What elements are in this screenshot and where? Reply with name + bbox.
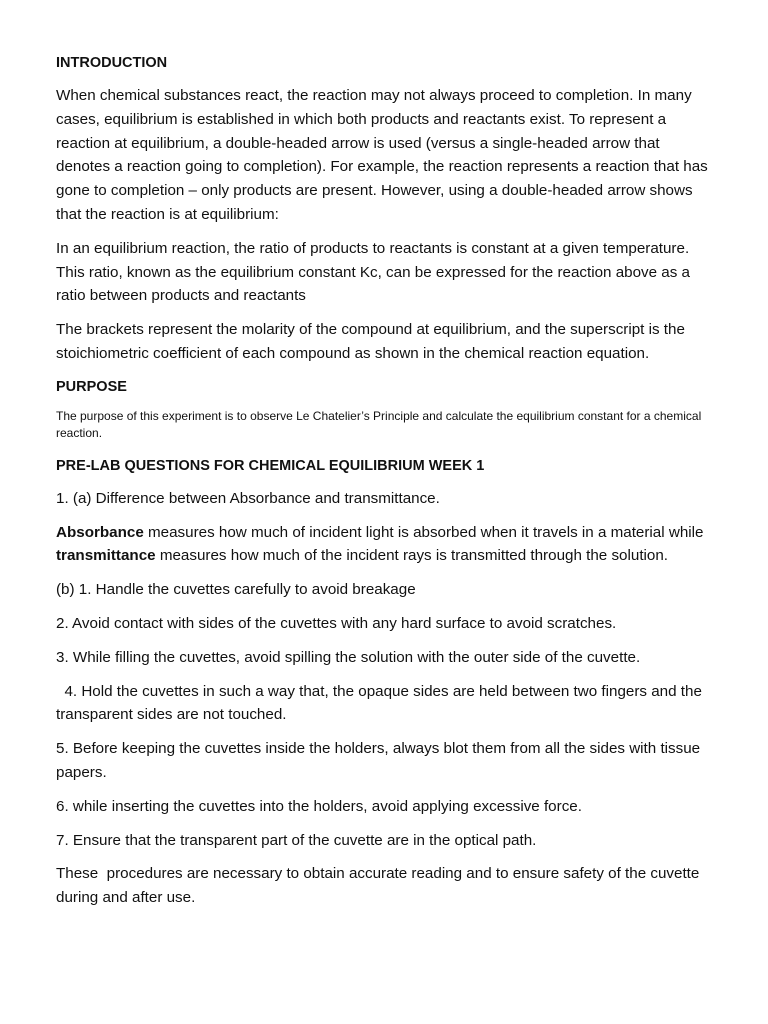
answer-text-2: measures how much of the incident rays is transmitted through the solution.	[155, 547, 669, 565]
step-4: 4. Hold the cuvettes in such a way that, the opaque sides are held between two fingers and the transparent sides are not touched.	[56, 682, 707, 724]
answer-1a	[56, 521, 716, 569]
absorbance-term: Absorbance	[56, 523, 144, 541]
introduction-paragraph-1: When chemical substances react, the reaction may not always proceed to completion. In many cases, equilibrium is established in which both products and reactants exist. To represent a reaction at equilibrium, a double-headed arrow is used (versus a single-headed arrow that denotes a reaction going to completion). For example, the reaction represents a reaction that has gone to completion – only products are present. However, using a double-headed arrow shows that the reaction is at equilibrium:	[56, 87, 708, 223]
transmittance-term: transmittance	[56, 547, 156, 565]
prelab-heading: PRE-LAB QUESTIONS FOR CHEMICAL EQUILIBRIUM WEEK 1	[56, 457, 485, 474]
conclusion-text: These procedures are necessary to obtain accurate reading and to ensure safety of the cuvette during and after use.	[56, 865, 704, 907]
document-page	[56, 52, 716, 920]
step-3: 3. While filling the cuvettes, avoid spilling the solution with the outer side of the cuvette.	[56, 648, 641, 666]
introduction-paragraph-3: The brackets represent the molarity of the compound at equilibrium, and the superscript is the stoichiometric coefficient of each compound as shown in the chemical reaction equation.	[56, 321, 685, 362]
step-1: (b) 1. Handle the cuvettes carefully to avoid breakage	[56, 581, 416, 599]
question-1a: 1. (a) Difference between Absorbance and transmittance.	[56, 489, 440, 507]
introduction-heading: INTRODUCTION	[56, 55, 168, 71]
purpose-text: The purpose of this experiment is to observe Le Chatelier’s Principle and calculate the equilibrium constant for a chemical reaction.	[56, 408, 702, 441]
step-6: 6. while inserting the cuvettes into the holders, avoid applying excessive force.	[56, 797, 582, 815]
answer-text-1: measures how much of incident light is absorbed when it travels in a material while	[143, 523, 704, 541]
step-2: 2. Avoid contact with sides of the cuvettes with any hard surface to avoid scratches.	[56, 614, 617, 632]
purpose-heading: PURPOSE	[56, 378, 127, 395]
step-5: 5. Before keeping the cuvettes inside the holders, always blot them from all the sides with tissue papers.	[56, 740, 701, 781]
introduction-paragraph-2: In an equilibrium reaction, the ratio of products to reactants is constant at a given temperature. This ratio, known as the equilibrium constant Kc, can be expressed for the reaction above as a ratio between products and reactants	[56, 239, 691, 305]
step-7: 7. Ensure that the transparent part of the cuvette are in the optical path.	[56, 831, 537, 849]
